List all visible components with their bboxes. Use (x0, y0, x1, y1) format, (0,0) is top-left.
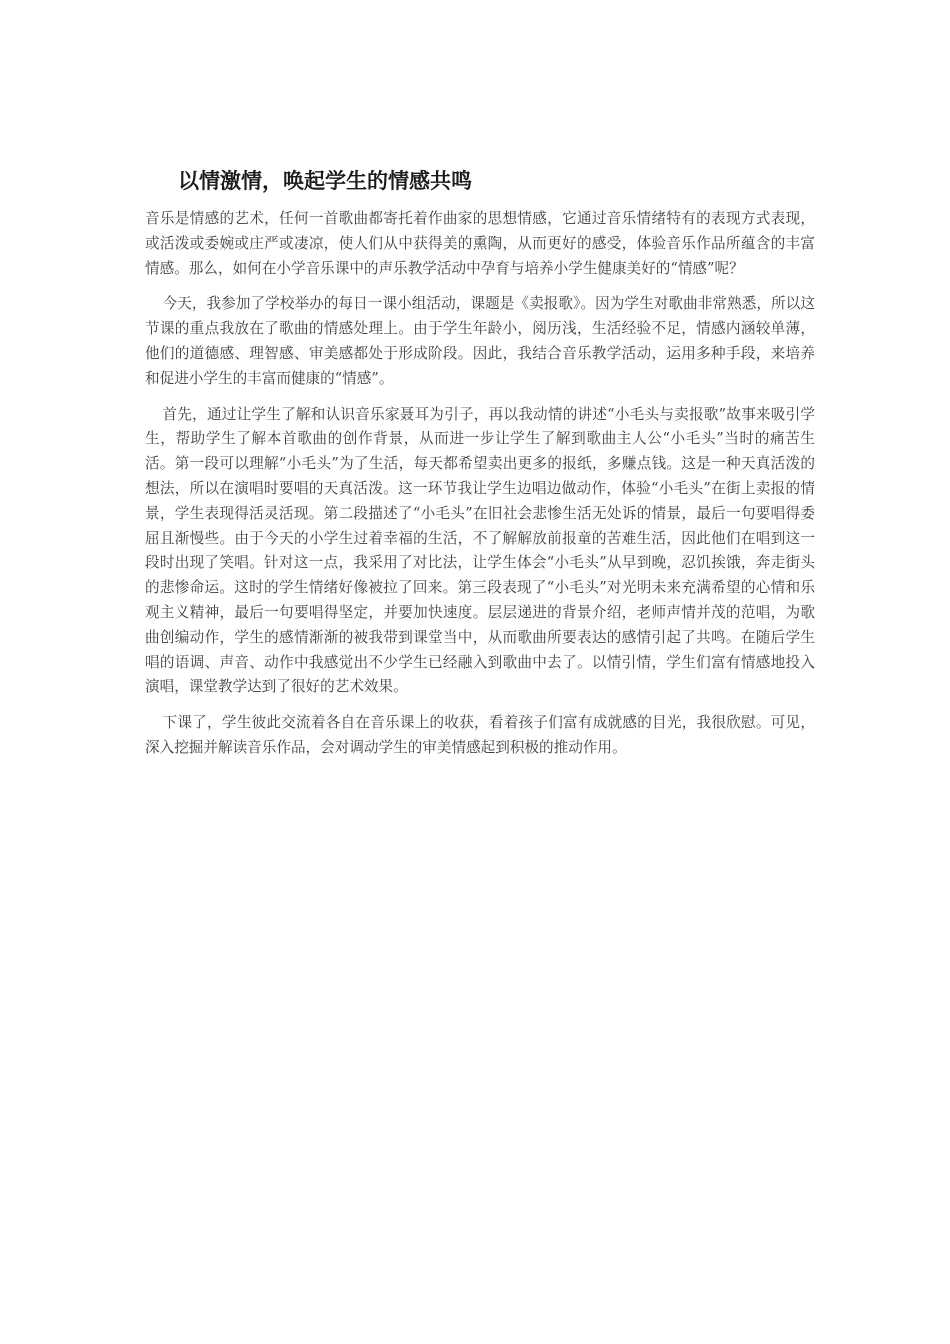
paragraph-first: 首先，通过让学生了解和认识音乐家聂耳为引子，再以我动情的讲述“小毛头与卖报歌”故事来吸引学生，帮助学生了解本首歌曲的创作背景，从而进一步让学生了解到歌曲主人公“小毛头”当时的痛苦生活。第一段可以理解“小毛头”为了生活，每天都希望卖出更多的报纸，多赚点钱。这是一种天真活泼的想法，所以在演唱时要唱的天真活泼。这一环节我让学生边唱边做动作，体验“小毛头”在街上卖报的情景，学生表现得活灵活现。第二段描述了“小毛头”在旧社会悲惨生活无处诉的情景，最后一句要唱得委屈且渐慢些。由于今天的小学生过着幸福的生活，不了解解放前报童的苦难生活，因此他们在唱到这一段时出现了笑唱。针对这一点，我采用了对比法，让学生体会“小毛头”从早到晚，忍饥挨饿，奔走街头的悲惨命运。这时的学生情绪好像被拉了回来。第三段表现了“小毛头”对光明未来充满希望的心情和乐观主义精神，最后一句要唱得坚定，并要加快速度。层层递进的背景介绍，老师声情并茂的范唱，为歌曲创编动作，学生的感情渐渐的被我带到课堂当中，从而歌曲所要表达的感情引起了共鸣。在随后学生唱的语调、声音、动作中我感觉出不少学生已经融入到歌曲中去了。以情引情，学生们富有情感地投入演唱，课堂教学达到了很好的艺术效果。 (145, 405, 815, 696)
paragraph-today: 今天，我参加了学校举办的每日一课小组活动，课题是《卖报歌》。因为学生对歌曲非常熟悉，所以这节课的重点我放在了歌曲的情感处理上。由于学生年龄小，阅历浅，生活经验不足，情感内涵较单薄，他们的道德感、理智感、审美感都处于形成阶段。因此，我结合音乐教学活动，运用多种手段，来培养和促进小学生的丰富而健康的“情感”。 (145, 295, 815, 387)
paragraph-intro: 音乐是情感的艺术，任何一首歌曲都寄托着作曲家的思想情感，它通过音乐情绪特有的表现方式表现，或活泼或委婉或庄严或凄凉，使人们从中获得美的熏陶，从而更好的感受，体验音乐作品所蕴含的丰富情感。那么，如何在小学音乐课中的声乐教学活动中孕育与培养小学生健康美好的“情感”呢？ (145, 210, 815, 277)
document-body (145, 207, 815, 772)
document-title: 以情激情，唤起学生的情感共鸣 (178, 169, 472, 193)
paragraph-conclusion: 下课了，学生彼此交流着各自在音乐课上的收获，看着孩子们富有成就感的目光，我很欣慰。可见，深入挖掘并解读音乐作品，会对调动学生的审美情感起到积极的推动作用。 (145, 714, 815, 756)
